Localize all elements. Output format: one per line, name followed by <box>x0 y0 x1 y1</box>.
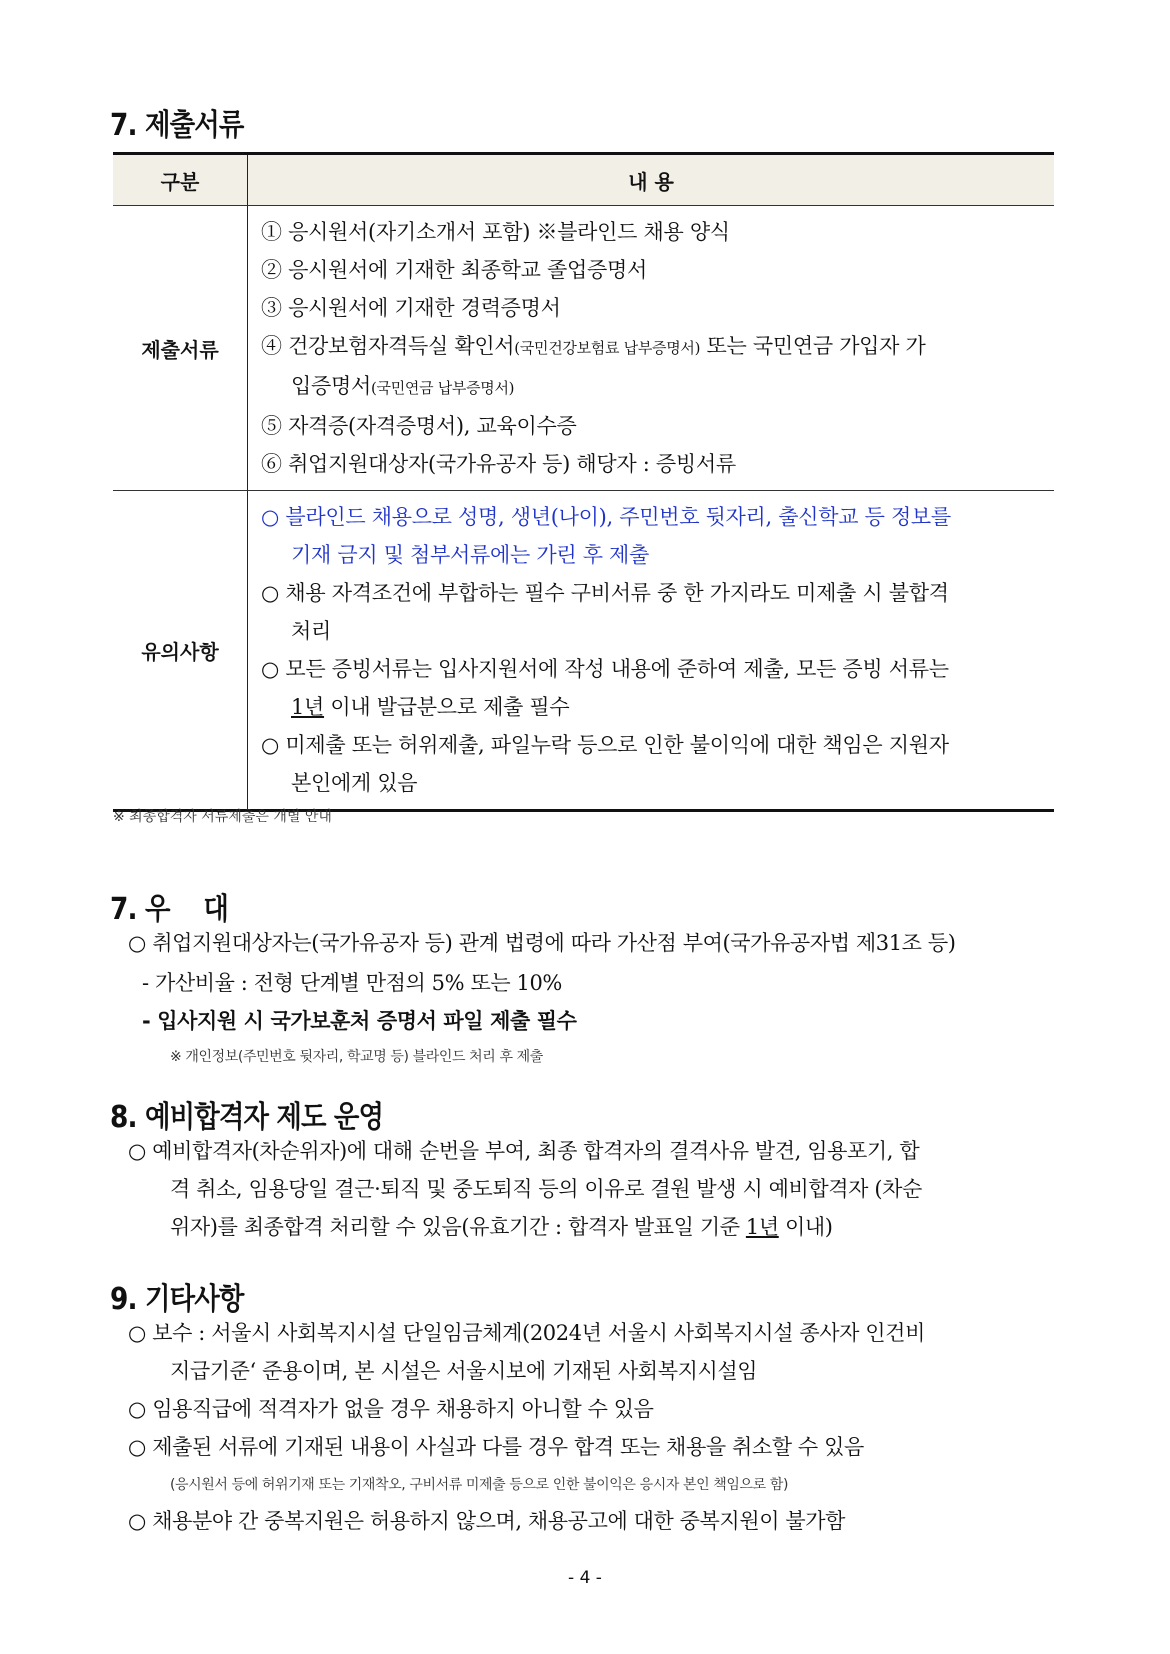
preference-note: ※ 개인정보(주민번호 뒷자리, 학교명 등) 블라인드 처리 후 제출 <box>170 1049 543 1065</box>
section-title-other-matters: 9. 기타사항 <box>110 1282 244 1317</box>
other-note: (응시원서 등에 허위기재 또는 기재착오, 구비서류 미제출 등으로 인한 불이익은 응시자 본인 책임으로 함) <box>170 1477 789 1493</box>
row-content-notes <box>248 491 1055 811</box>
list-item: ○ 채용 자격조건에 부합하는 필수 구비서류 중 한 가지라도 미제출 시 불합격 <box>261 581 949 605</box>
preference-line: - 가산비율 : 전형 단계별 만점의 5% 또는 10% <box>142 971 562 995</box>
list-item: ① 응시원서(자기소개서 포함) ※블라인드 채용 양식 <box>261 220 730 244</box>
preference-line: ○ 취업지원대상자는(국가유공자 등) 관계 법령에 따라 가산점 부여(국가유공자법 제31조 등) <box>128 931 956 955</box>
header-content: 내 용 <box>248 154 1055 206</box>
header-category: 구분 <box>113 154 248 206</box>
section-title-submission-documents: 7. 제출서류 <box>110 108 244 143</box>
reserve-line: 위자)를 최종합격 처리할 수 있음(유효기간 : 합격자 발표일 기준 1년 이내) <box>170 1215 833 1239</box>
row-category-notes: 유의사항 <box>113 491 248 811</box>
list-item-highlight: ○ 블라인드 채용으로 성명, 생년(나이), 주민번호 뒷자리, 출신학교 등 정보를 <box>261 505 951 529</box>
other-line: ○ 보수 : 서울시 사회복지시설 단일임금체계(2024년 서울시 사회복지시설 종사자 인건비 <box>128 1321 925 1345</box>
list-item: ○ 모든 증빙서류는 입사지원서에 작성 내용에 준하여 제출, 모든 증빙 서류는 <box>261 657 949 681</box>
reserve-line: ○ 예비합격자(차순위자)에 대해 순번을 부여, 최종 합격자의 결격사유 발견, 임용포기, 합 <box>128 1139 920 1163</box>
other-line: ○ 임용직급에 적격자가 없을 경우 채용하지 아니할 수 있음 <box>128 1397 654 1421</box>
row-category-documents: 제출서류 <box>113 206 248 491</box>
table-header-row <box>113 154 1054 206</box>
list-item-continuation: 1년 이내 발급분으로 제출 필수 <box>291 695 570 719</box>
page-number: - 4 - <box>568 1568 602 1588</box>
final-candidate-note: ※ 최종합격자 서류제출은 개별 안내 <box>113 809 332 825</box>
section-title-reserve-candidates: 8. 예비합격자 제도 운영 <box>110 1100 384 1135</box>
other-line: ○ 제출된 서류에 기재된 내용이 사실과 다를 경우 합격 또는 채용을 취소할 수 있음 <box>128 1435 864 1459</box>
list-item-continuation: 기재 금지 및 첨부서류에는 가린 후 제출 <box>291 543 650 567</box>
row-content-documents <box>248 206 1055 491</box>
list-item-continuation: 본인에게 있음 <box>291 771 418 795</box>
reserve-line: 격 취소, 임용당일 결근·퇴직 및 중도퇴직 등의 이유로 결원 발생 시 예비합격자 (차순 <box>170 1177 922 1201</box>
other-line: ○ 채용분야 간 중복지원은 허용하지 않으며, 채용공고에 대한 중복지원이 불가함 <box>128 1509 846 1533</box>
list-item-continuation: 입증명서(국민연금 납부증명서) <box>291 374 515 398</box>
table-row <box>113 206 1054 491</box>
list-item: ⑤ 자격증(자격증명서), 교육이수증 <box>261 414 577 438</box>
list-item: ○ 미제출 또는 허위제출, 파일누락 등으로 인한 불이익에 대한 책임은 지원자 <box>261 733 949 757</box>
list-item: ③ 응시원서에 기재한 경력증명서 <box>261 296 561 320</box>
list-item: ② 응시원서에 기재한 최종학교 졸업증명서 <box>261 258 647 282</box>
list-item: ⑥ 취업지원대상자(국가유공자 등) 해당자 : 증빙서류 <box>261 452 736 476</box>
table-row <box>113 491 1054 811</box>
list-item: ④ 건강보험자격득실 확인서(국민건강보험료 납부증명서) 또는 국민연금 가입자 가 <box>261 334 926 358</box>
list-item-continuation: 처리 <box>291 619 331 643</box>
submission-documents-table <box>113 152 1054 812</box>
preference-required-line: - 입사지원 시 국가보훈처 증명서 파일 제출 필수 <box>142 1009 577 1033</box>
section-title-preference: 7. 우 대 <box>110 892 229 927</box>
other-line: 지급기준‘ 준용이며, 본 시설은 서울시보에 기재된 사회복지시설임 <box>170 1359 758 1383</box>
